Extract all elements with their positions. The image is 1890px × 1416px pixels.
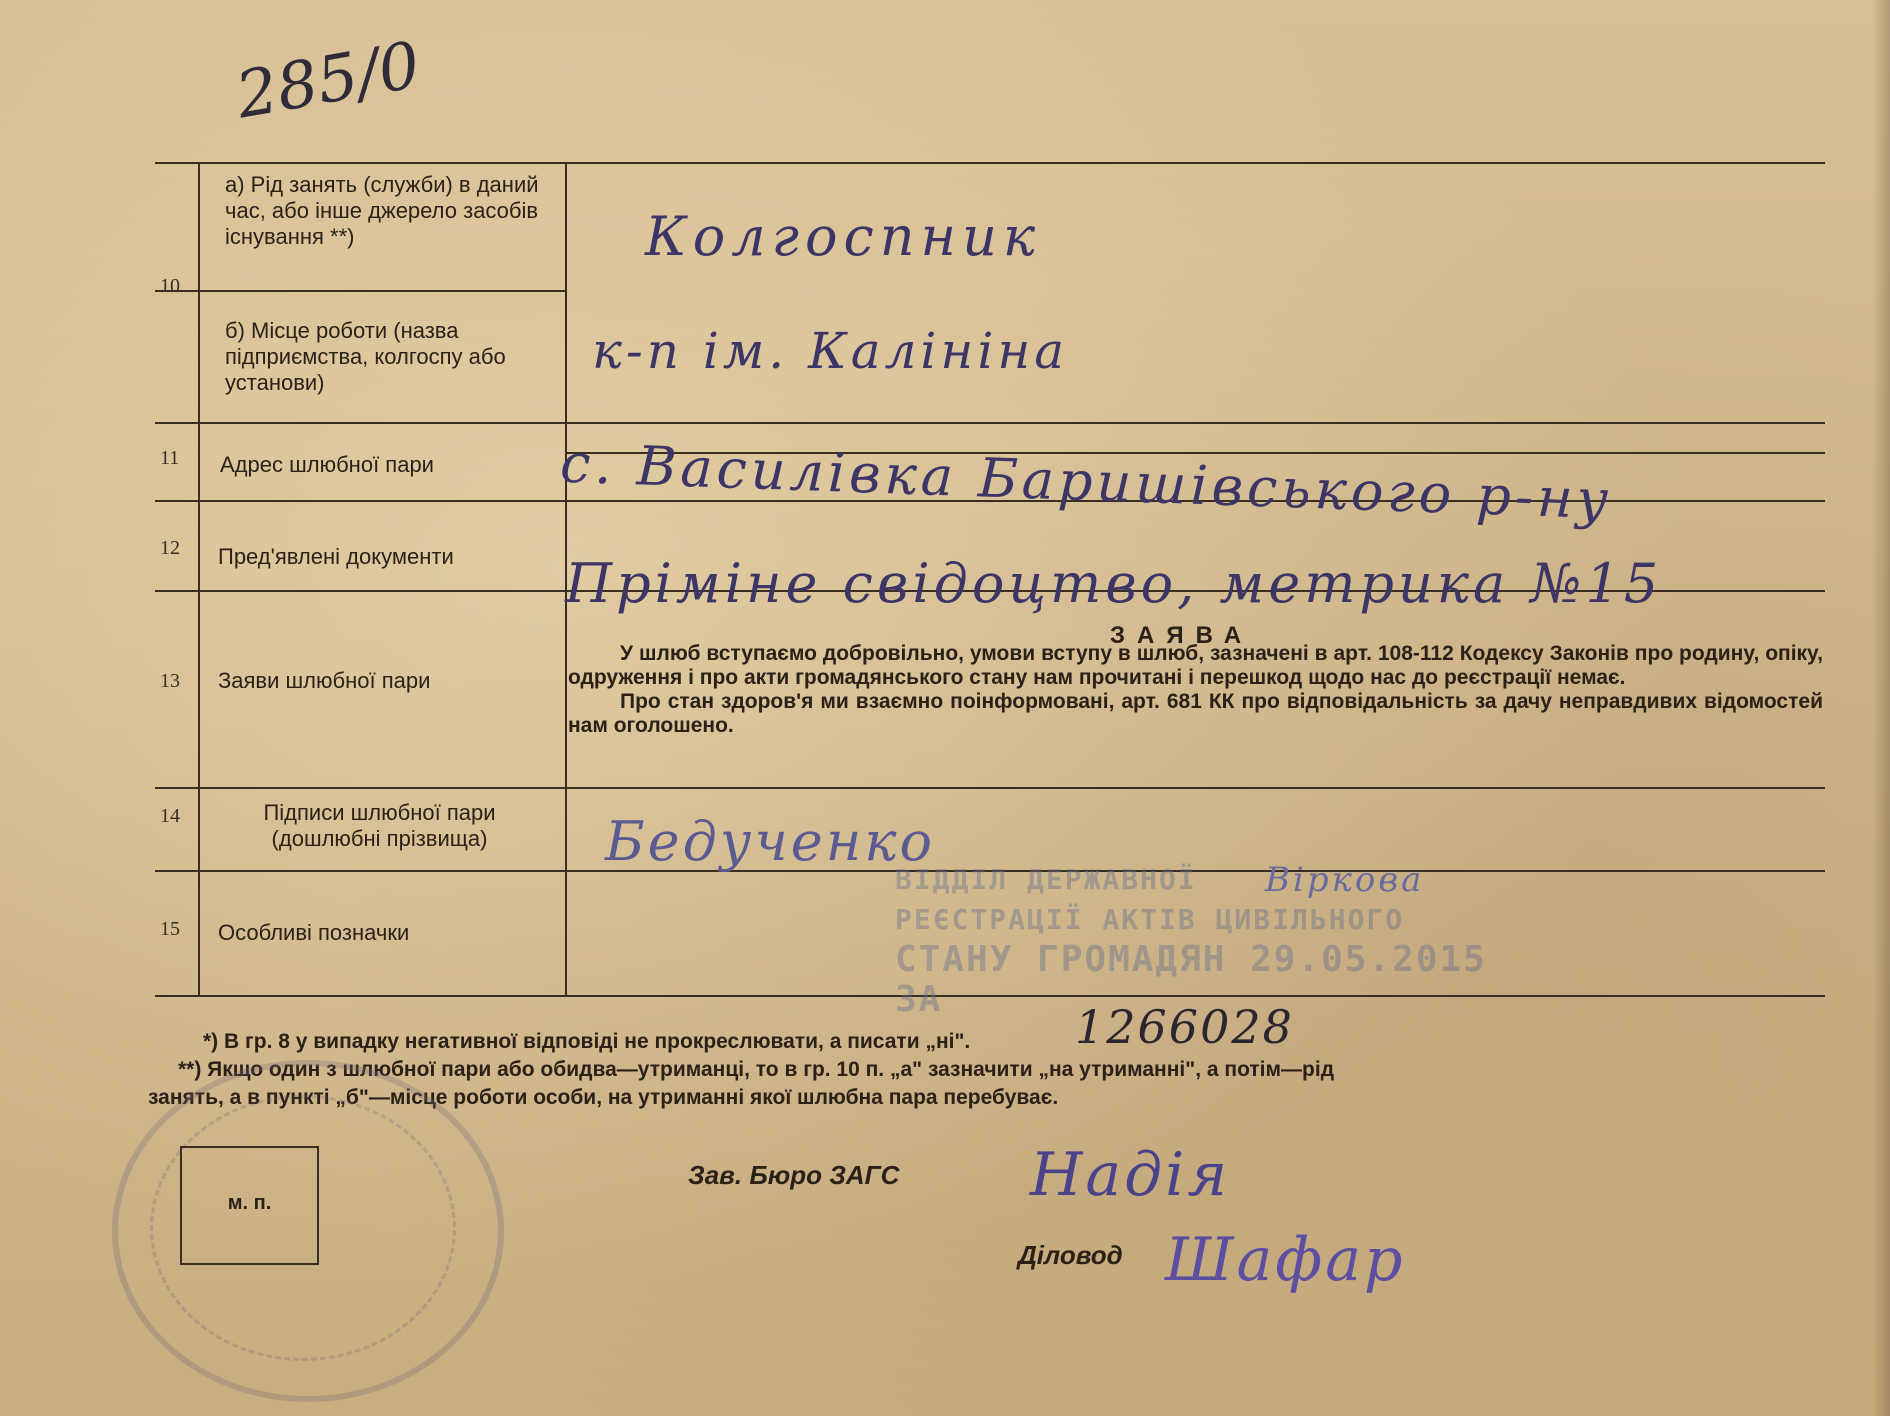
row-13-bottom-border (155, 787, 1825, 789)
value-address-handwritten: с. Василівка Баришівського р-ну (559, 431, 1614, 532)
corner-archive-number: 285/0 (230, 28, 426, 134)
stamp-line-4: ЗА (895, 979, 943, 1020)
row-number-15: 15 (160, 918, 180, 940)
zayava-paragraph-1: У шлюб вступаємо добровільно, умови вступу в шлюб, зазначені в арт. 108-112 Кодексу Законів про родину, опіку, одруження і про акти громадянського стану нам прочитані і перешкод щодо нас до реєстрації немає. (568, 642, 1823, 689)
stamp-line-2: РЕЄСТРАЦІЇ АКТІВ ЦИВІЛЬНОГО (895, 903, 1405, 936)
label-signatures: Підписи шлюбної пари (дошлюбні прізвища) (263, 800, 496, 851)
footnote-3: занять, а в пункті „б"—місце роботи особи, на утриманні якої шлюбна пара перебуває. (148, 1086, 1059, 1109)
dilovod-signature: Шафар (1165, 1225, 1406, 1295)
zayava-paragraph-2: Про стан здоров'я ми взаємно поінформовані, арт. 681 КК про відповідальність за дачу неправдивих відомостей нам оголошено. (568, 690, 1823, 737)
zav-signature: Надія (1030, 1140, 1231, 1210)
row-number-11: 11 (160, 447, 180, 469)
dilovod-label: Діловод (1018, 1240, 1123, 1270)
page-edge-shadow (1872, 0, 1890, 1416)
registry-number-handwritten: 1266028 (1075, 1000, 1294, 1054)
stamp-line-3: СТАНУ ГРОМАДЯН 29.05.2015 (895, 939, 1487, 980)
value-documents-handwritten: Пріміне свідоцтво, метрика №15 (565, 552, 1663, 615)
zayava-text (568, 642, 1823, 738)
zav-label: Зав. Бюро ЗАГС (688, 1160, 900, 1190)
label-address: Адрес шлюбної пари (220, 452, 434, 477)
value-workplace-handwritten: к-п ім. Калініна (592, 322, 1069, 380)
label-workplace: б) Місце роботи (назва підприємства, колгоспу або установи) (225, 318, 506, 395)
number-column-border (198, 162, 200, 995)
footnote-2: **) Якщо один з шлюбної пари або обидва—утриманці, то в гр. 10 п. „а" зазначити „на утриманні", а потім—рід (178, 1058, 1335, 1081)
row-10a-divider (155, 290, 565, 292)
seal-place-label: м. п. (227, 1192, 272, 1214)
seal-place-box (180, 1146, 319, 1265)
row-number-13: 13 (160, 670, 180, 692)
row-10-bottom-border (155, 422, 1825, 424)
label-documents: Пред'явлені документи (218, 544, 454, 569)
registry-stamp (895, 860, 1487, 1020)
couple-signature-1: Бедученко (605, 810, 936, 873)
row-number-14: 14 (160, 805, 180, 827)
zayava-title: ЗАЯВА (1110, 622, 1254, 649)
row-number-12: 12 (160, 537, 180, 559)
value-occupation-handwritten: Колгоспник (645, 205, 1042, 268)
label-declarations: Заяви шлюбної пари (218, 668, 431, 693)
row-number-10: 10 (160, 275, 180, 297)
footnote-1: *) В гр. 8 у випадку негативної відповіді не прокреслювати, а писати „ні". (203, 1030, 971, 1053)
label-occupation: а) Рід занять (служби) в даний час, або інше джерело засобів існування **) (225, 172, 539, 249)
label-special-notes: Особливі позначки (218, 920, 410, 945)
table-top-border (155, 162, 1825, 164)
stamp-line-1: ВІДДІЛ ДЕРЖАВНОЇ (895, 863, 1197, 896)
couple-signature-2: Віркова (1265, 860, 1425, 900)
